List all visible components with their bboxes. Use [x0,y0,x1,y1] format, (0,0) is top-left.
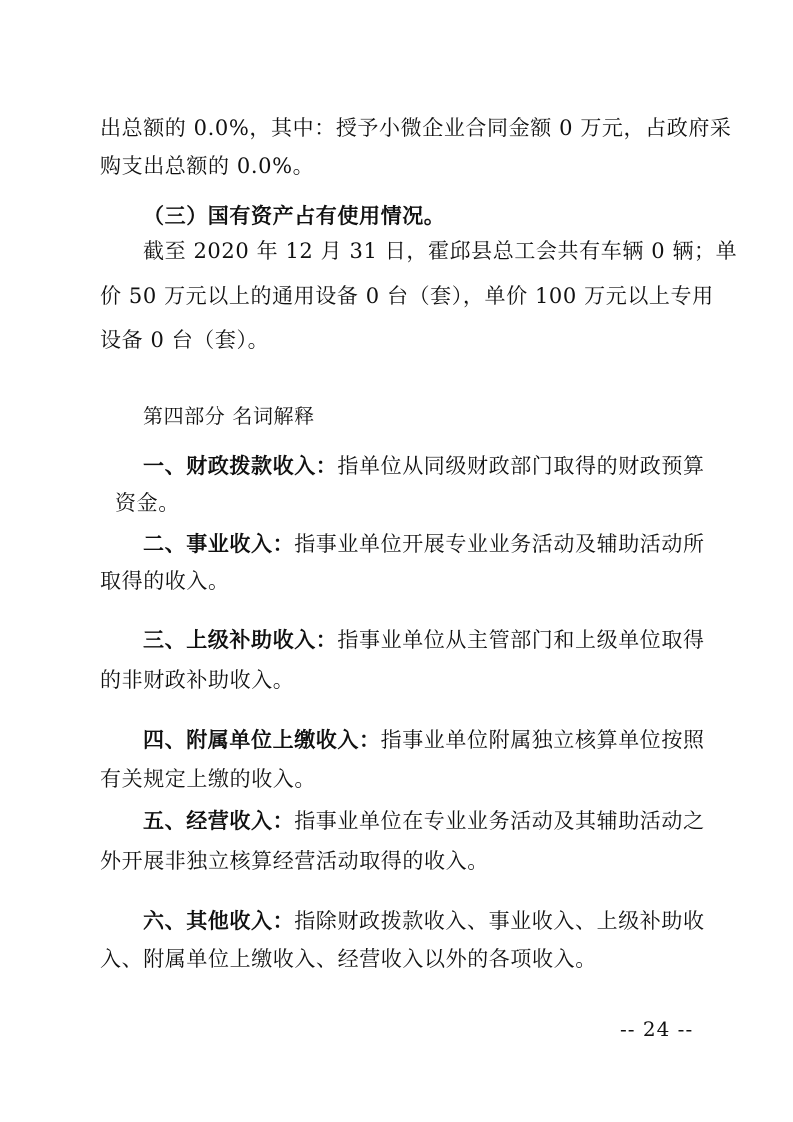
definition-4 [143,724,705,754]
paragraph-line: 购支出总额的 0.0%。 [100,154,315,178]
part-title: 第四部分 名词解释 [143,404,315,428]
definition-6 [143,905,705,935]
definition-text: 指单位从同级财政部门取得的财政预算 [337,454,705,478]
definition-term: 四、附属单位上缴收入： [143,727,381,752]
definition-continuation: 外开展非独立核算经营活动取得的收入。 [100,849,489,873]
definition-5 [143,805,705,835]
paragraph-line: 截至 2020 年 12 月 31 日，霍邱县总工会共有车辆 0 辆；单 [143,239,738,263]
definition-continuation: 的非财政补助收入。 [100,668,295,692]
definition-term: 三、上级补助收入： [143,627,338,652]
definition-3 [143,624,705,654]
definition-text: 指事业单位附属独立核算单位按照 [380,728,705,752]
definition-term: 二、事业收入： [143,531,295,556]
definition-text: 指事业单位从主管部门和上级单位取得 [337,628,705,652]
section-heading: （三）国有资产占有使用情况。 [143,203,446,228]
definition-continuation: 有关规定上缴的收入。 [100,767,316,791]
definition-term: 一、财政拨款收入： [143,453,338,478]
paragraph-line: 设备 0 台（套）。 [100,328,270,352]
definition-continuation: 资金。 [115,491,180,515]
paragraph-line: 出总额的 0.0%，其中：授予小微企业合同金额 0 万元，占政府采 [100,116,732,140]
page-number: -- 24 -- [620,1017,694,1041]
definition-1 [143,450,705,480]
definition-2 [143,528,705,558]
definition-text: 指除财政拨款收入、事业收入、上级补助收 [294,909,705,933]
definition-term: 六、其他收入： [143,908,295,933]
definition-continuation: 取得的收入。 [100,569,230,593]
definition-term: 五、经营收入： [143,808,295,833]
definition-continuation: 入、附属单位上缴收入、经营收入以外的各项收入。 [100,947,597,971]
definition-text: 指事业单位在专业业务活动及其辅助活动之 [294,809,705,833]
definition-text: 指事业单位开展专业业务活动及辅助活动所 [294,532,705,556]
paragraph-line: 价 50 万元以上的通用设备 0 台（套），单价 100 万元以上专用 [100,284,714,308]
